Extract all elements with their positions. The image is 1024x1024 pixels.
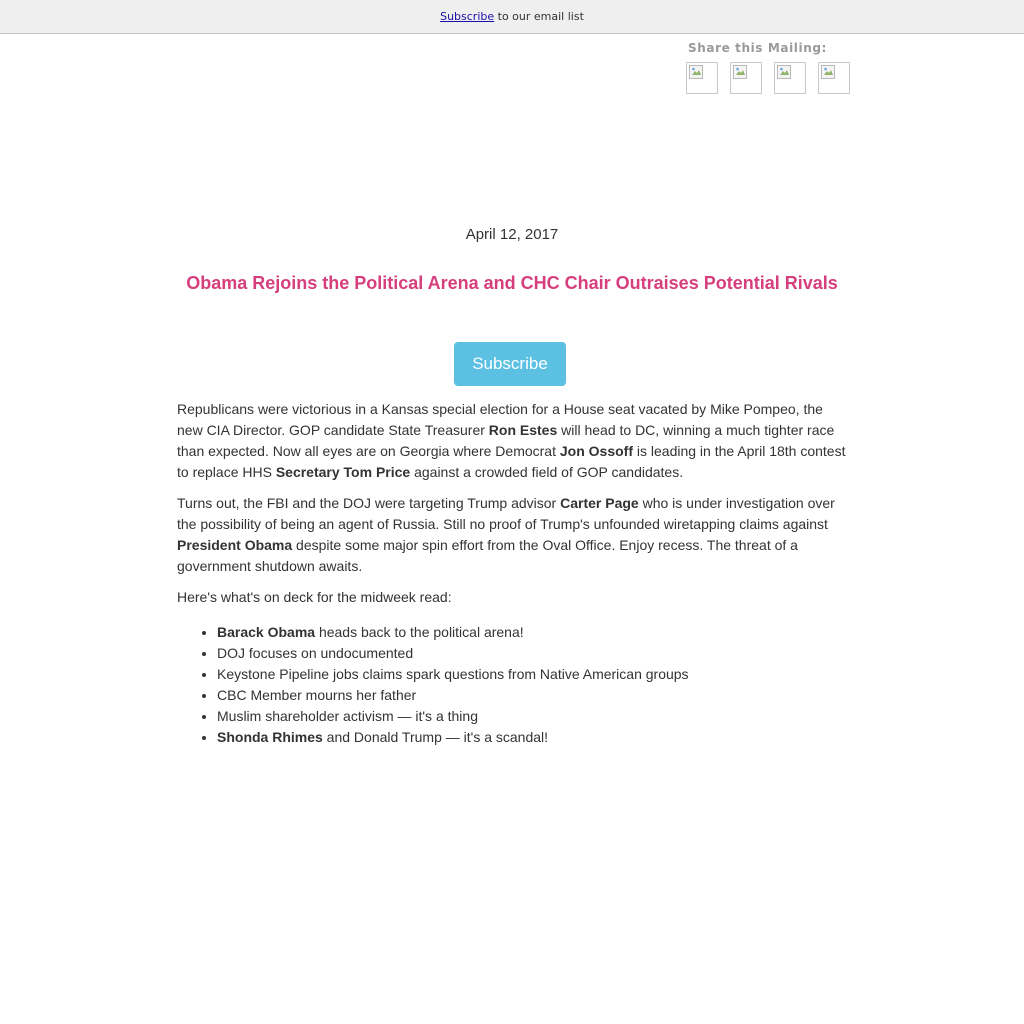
top-bar (0, 0, 1024, 34)
share-icon-1[interactable] (686, 62, 718, 94)
bold-name: Ron Estes (488, 422, 558, 438)
bold-name: President Obama (177, 537, 293, 553)
broken-image-icon (821, 65, 835, 79)
headline: Obama Rejoins the Political Arena and CHC Chair Outraises Potential Rivals (186, 273, 838, 293)
list-item: • Barack Obama heads back to the political arena! (217, 622, 847, 643)
share-label: Share this Mailing: (688, 41, 827, 55)
broken-image-icon (733, 65, 747, 79)
share-icon-3[interactable] (774, 62, 806, 94)
subscribe-link[interactable]: Subscribe (440, 10, 495, 23)
bold-name: Carter Page (560, 495, 639, 511)
share-icon-2[interactable] (730, 62, 762, 94)
paragraph-1: Republicans were victorious in a Kansas special election for a House seat vacated by Mike Pompeo, the new CIA Director. GOP candidate State Treasurer Ron Estes will head to DC, winning a much tighter race than expected. Now all eyes are on Georgia where Democrat Jon Ossoff is leading in the April 18th contest to replace HHS Secretary Tom Price against a crowded field of GOP candidates. (177, 401, 846, 480)
broken-image-icon (689, 65, 703, 79)
paragraph-2: Turns out, the FBI and the DOJ were targeting Trump advisor Carter Page who is under investigation over the possibility of being an agent of Russia. Still no proof of Trump's unfounded wiretapping claims against President Obama despite some major spin effort from the Oval Office. Enjoy recess. The threat of a government shutdown awaits. (177, 495, 835, 574)
subscribe-button[interactable]: Subscribe (454, 342, 566, 386)
list-item: • Keystone Pipeline jobs claims spark questions from Native American groups (217, 664, 847, 685)
newsletter-body (177, 399, 847, 748)
list-item: • CBC Member mourns her father (217, 685, 847, 706)
list-item: • DOJ focuses on undocumented (217, 643, 847, 664)
paragraph-3: Here's what's on deck for the midweek read: (177, 589, 452, 605)
mailing-date: April 12, 2017 (465, 226, 559, 243)
list-item: • Shonda Rhimes and Donald Trump — it's a scandal! (217, 727, 847, 748)
list-item: • Muslim shareholder activism — it's a thing (217, 706, 847, 727)
bold-name: Secretary Tom Price (275, 464, 411, 480)
headline-list (177, 622, 847, 748)
broken-image-icon (777, 65, 791, 79)
share-icon-4[interactable] (818, 62, 850, 94)
topbar-text: to our email list (494, 10, 584, 23)
share-section (686, 40, 856, 56)
bold-name: Jon Ossoff (559, 443, 633, 459)
